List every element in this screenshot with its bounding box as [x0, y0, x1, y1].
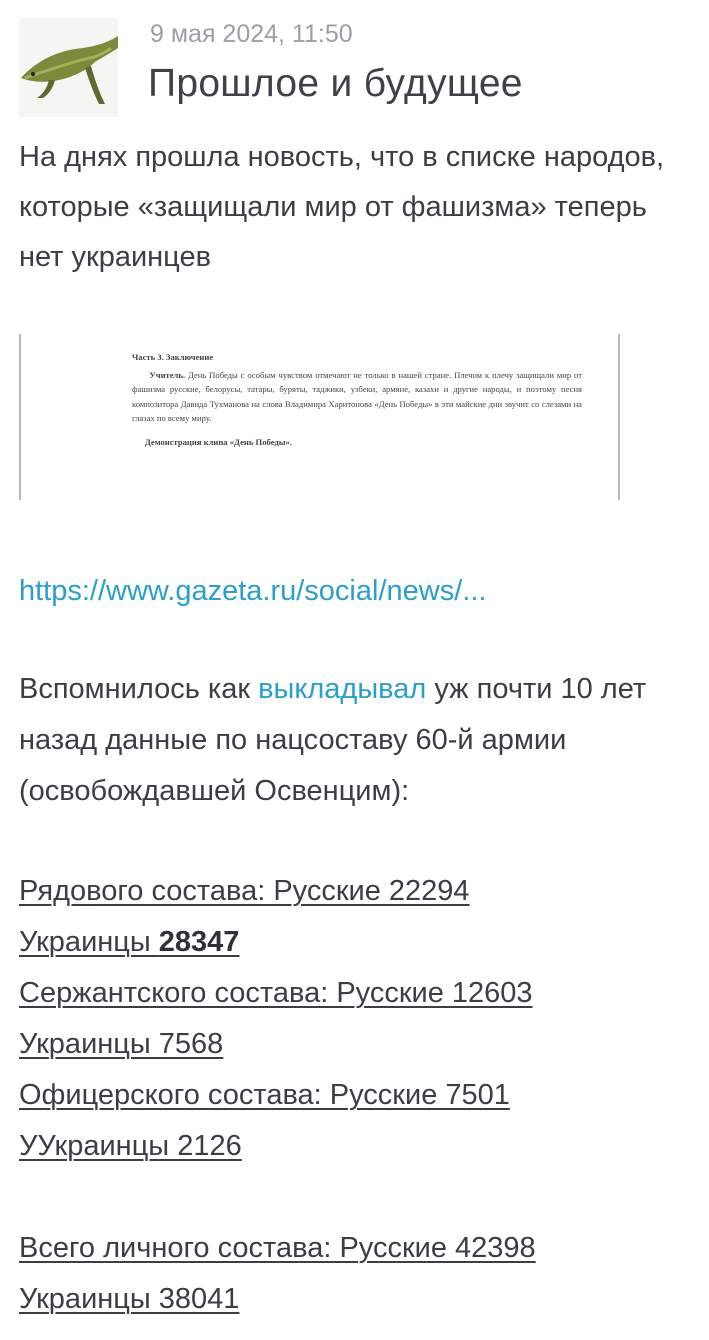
army-composition-list: [19, 866, 699, 1325]
officer-russians[interactable]: Офицерского состава: Русские 7501: [19, 1079, 510, 1111]
rank-and-file-ukrainians-label: Украинцы: [19, 926, 159, 958]
sergeant-ukrainians[interactable]: Украинцы 7568: [19, 1028, 224, 1060]
document-demo-text: Демонстрация клипа «День Победы».: [144, 436, 292, 447]
rank-and-file-ukrainians[interactable]: [19, 917, 699, 968]
document-heading: Часть 3. Заключение: [132, 352, 214, 362]
total-russians[interactable]: Всего личного состава: Русские 42398: [19, 1232, 536, 1264]
list-spacer: [19, 1172, 699, 1223]
recall-text-before: Вспомнилось как: [19, 673, 259, 705]
avatar[interactable]: [19, 18, 118, 117]
document-scan-content: [132, 350, 582, 450]
document-paragraph-text: День Победы с особым чувством отмечают не только в нашей стране. Плечом к плечу защищали мир от фашизма русские, белорусы, татары, буряты, таджики, узбеки, армяне, казахи и другие народы, и поэтому песня композитора Давида Тухманова на слова Владимира Харитонова «День Победы» в эти майские дни звучит со слезами на глазах по всему миру.: [132, 369, 582, 424]
officer-ukrainians[interactable]: УУкраинцы 2126: [19, 1130, 242, 1162]
rank-and-file-russians[interactable]: Рядового состава: Русские 22294: [19, 875, 470, 907]
post-intro-text: На днях прошла новость, что в списке народов, которые «защищали мир от фашизма» теперь нет украинцев: [19, 141, 665, 273]
fish-creature-icon: [19, 18, 118, 117]
posted-link[interactable]: выкладывал: [258, 673, 427, 705]
recall-text-after: уж почти 10 лет назад данные по нацсоставу 60-й армии (освобождавшей Освенцим):: [19, 673, 647, 807]
post-title[interactable]: Прошлое и будущее: [148, 62, 523, 105]
total-ukrainians[interactable]: Украинцы 38041: [19, 1283, 240, 1315]
news-link[interactable]: https://www.gazeta.ru/social/news/...: [19, 575, 487, 607]
document-scan-image[interactable]: [19, 334, 620, 500]
post-header: [19, 18, 689, 118]
rank-and-file-ukrainians-value: 28347: [158, 926, 240, 958]
sergeant-russians[interactable]: Сержантского состава: Русские 12603: [19, 977, 533, 1009]
post-date: 9 мая 2024, 11:50: [150, 20, 353, 48]
recall-paragraph: [19, 664, 699, 817]
document-paragraph: [132, 368, 582, 426]
document-speaker: Учитель.: [149, 369, 186, 380]
document-demo-line: [132, 435, 582, 450]
